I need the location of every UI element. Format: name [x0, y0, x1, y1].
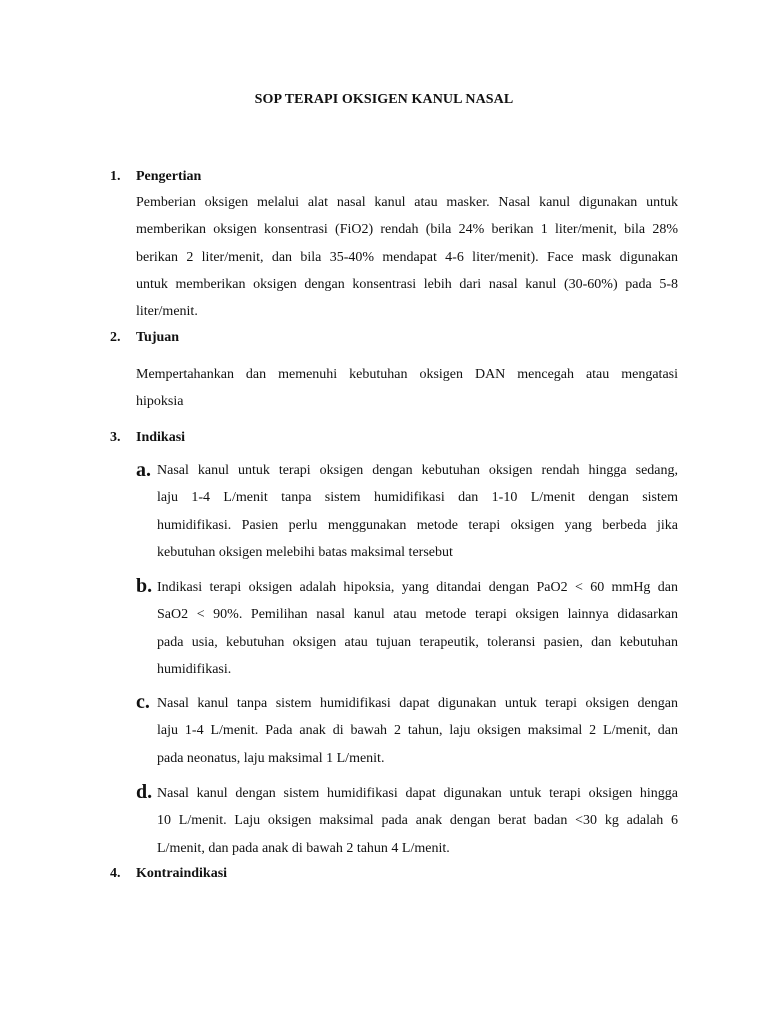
body-line: Mempertahankan dan memenuhi kebutuhan oksigen DAN mencegah atau mengatasi	[136, 367, 678, 382]
item-line: Nasal kanul tanpa sistem humidifikasi dapat digunakan untuk terapi oksigen dengan	[157, 696, 678, 711]
section-body-tujuan	[136, 361, 678, 416]
item-line: humidifikasi. Pasien perlu menggunakan metode terapi oksigen yang berbeda jika	[157, 517, 678, 533]
section-number: 4.	[110, 866, 121, 881]
body-line: liter/menit.	[136, 304, 198, 320]
section-number: 2.	[110, 330, 121, 345]
item-line: Nasal kanul untuk terapi oksigen dengan kebutuhan oksigen rendah hingga sedang,	[157, 463, 678, 478]
item-line: Nasal kanul dengan sistem humidifikasi dapat digunakan untuk terapi oksigen hingga	[157, 786, 678, 801]
section-number: 1.	[110, 169, 121, 184]
item-line: L/menit, dan pada anak di bawah 2 tahun 4 L/menit.	[157, 840, 450, 856]
section-heading-tujuan: Tujuan	[136, 330, 180, 345]
item-line: humidifikasi.	[157, 661, 232, 677]
body-line: Pemberian oksigen melalui alat nasal kanul atau masker. Nasal kanul digunakan untuk	[136, 195, 678, 210]
list-item-letter: b.	[136, 575, 153, 597]
list-item-letter: a.	[136, 459, 151, 481]
section-number: 3.	[110, 430, 121, 445]
body-line: hipoksia	[136, 394, 184, 410]
item-line: pada neonatus, laju maksimal 1 L/menit.	[157, 750, 385, 766]
list-item-d	[157, 780, 678, 862]
section-heading-indikasi: Indikasi	[136, 430, 186, 445]
item-line: pada usia, kebutuhan oksigen atau tujuan terapeutik, toleransi pasien, dan kebutuhan	[157, 634, 678, 650]
item-line: laju 1-4 L/menit. Pada anak di bawah 2 tahun, laju oksigen maksimal 2 L/menit, dan	[157, 723, 678, 739]
body-line: memberikan oksigen konsentrasi (FiO2) rendah (bila 24% berikan 1 liter/menit, bila 28%	[136, 222, 678, 238]
item-line: SaO2 < 90%. Pemilihan nasal kanul atau metode terapi oksigen lainnya didasarkan	[157, 607, 678, 623]
body-line: berikan 2 liter/menit, dan bila 35-40% mendapat 4-6 liter/menit). Face mask digunakan	[136, 249, 678, 265]
document-title: SOP TERAPI OKSIGEN KANUL NASAL	[254, 92, 514, 107]
section-heading-pengertian: Pengertian	[136, 169, 202, 184]
list-item-letter: d.	[136, 781, 153, 803]
item-line: 10 L/menit. Laju oksigen maksimal pada anak dengan berat badan <30 kg adalah 6	[157, 813, 678, 829]
list-item-b	[157, 574, 678, 683]
section-body-pengertian	[136, 189, 678, 325]
body-line: untuk memberikan oksigen dengan konsentrasi lebih dari nasal kanul (30-60%) pada 5-8	[136, 276, 678, 292]
item-line: laju 1-4 L/menit tanpa sistem humidifikasi dan 1-10 L/menit dengan sistem	[157, 490, 678, 506]
list-item-c	[157, 690, 678, 772]
item-line: Indikasi terapi oksigen adalah hipoksia, yang ditandai dengan PaO2 < 60 mmHg dan	[157, 580, 678, 595]
item-line: kebutuhan oksigen melebihi batas maksimal tersebut	[157, 544, 453, 560]
list-item-letter: c.	[136, 691, 150, 713]
section-heading-kontraindikasi: Kontraindikasi	[136, 866, 228, 881]
list-item-a	[157, 457, 678, 566]
